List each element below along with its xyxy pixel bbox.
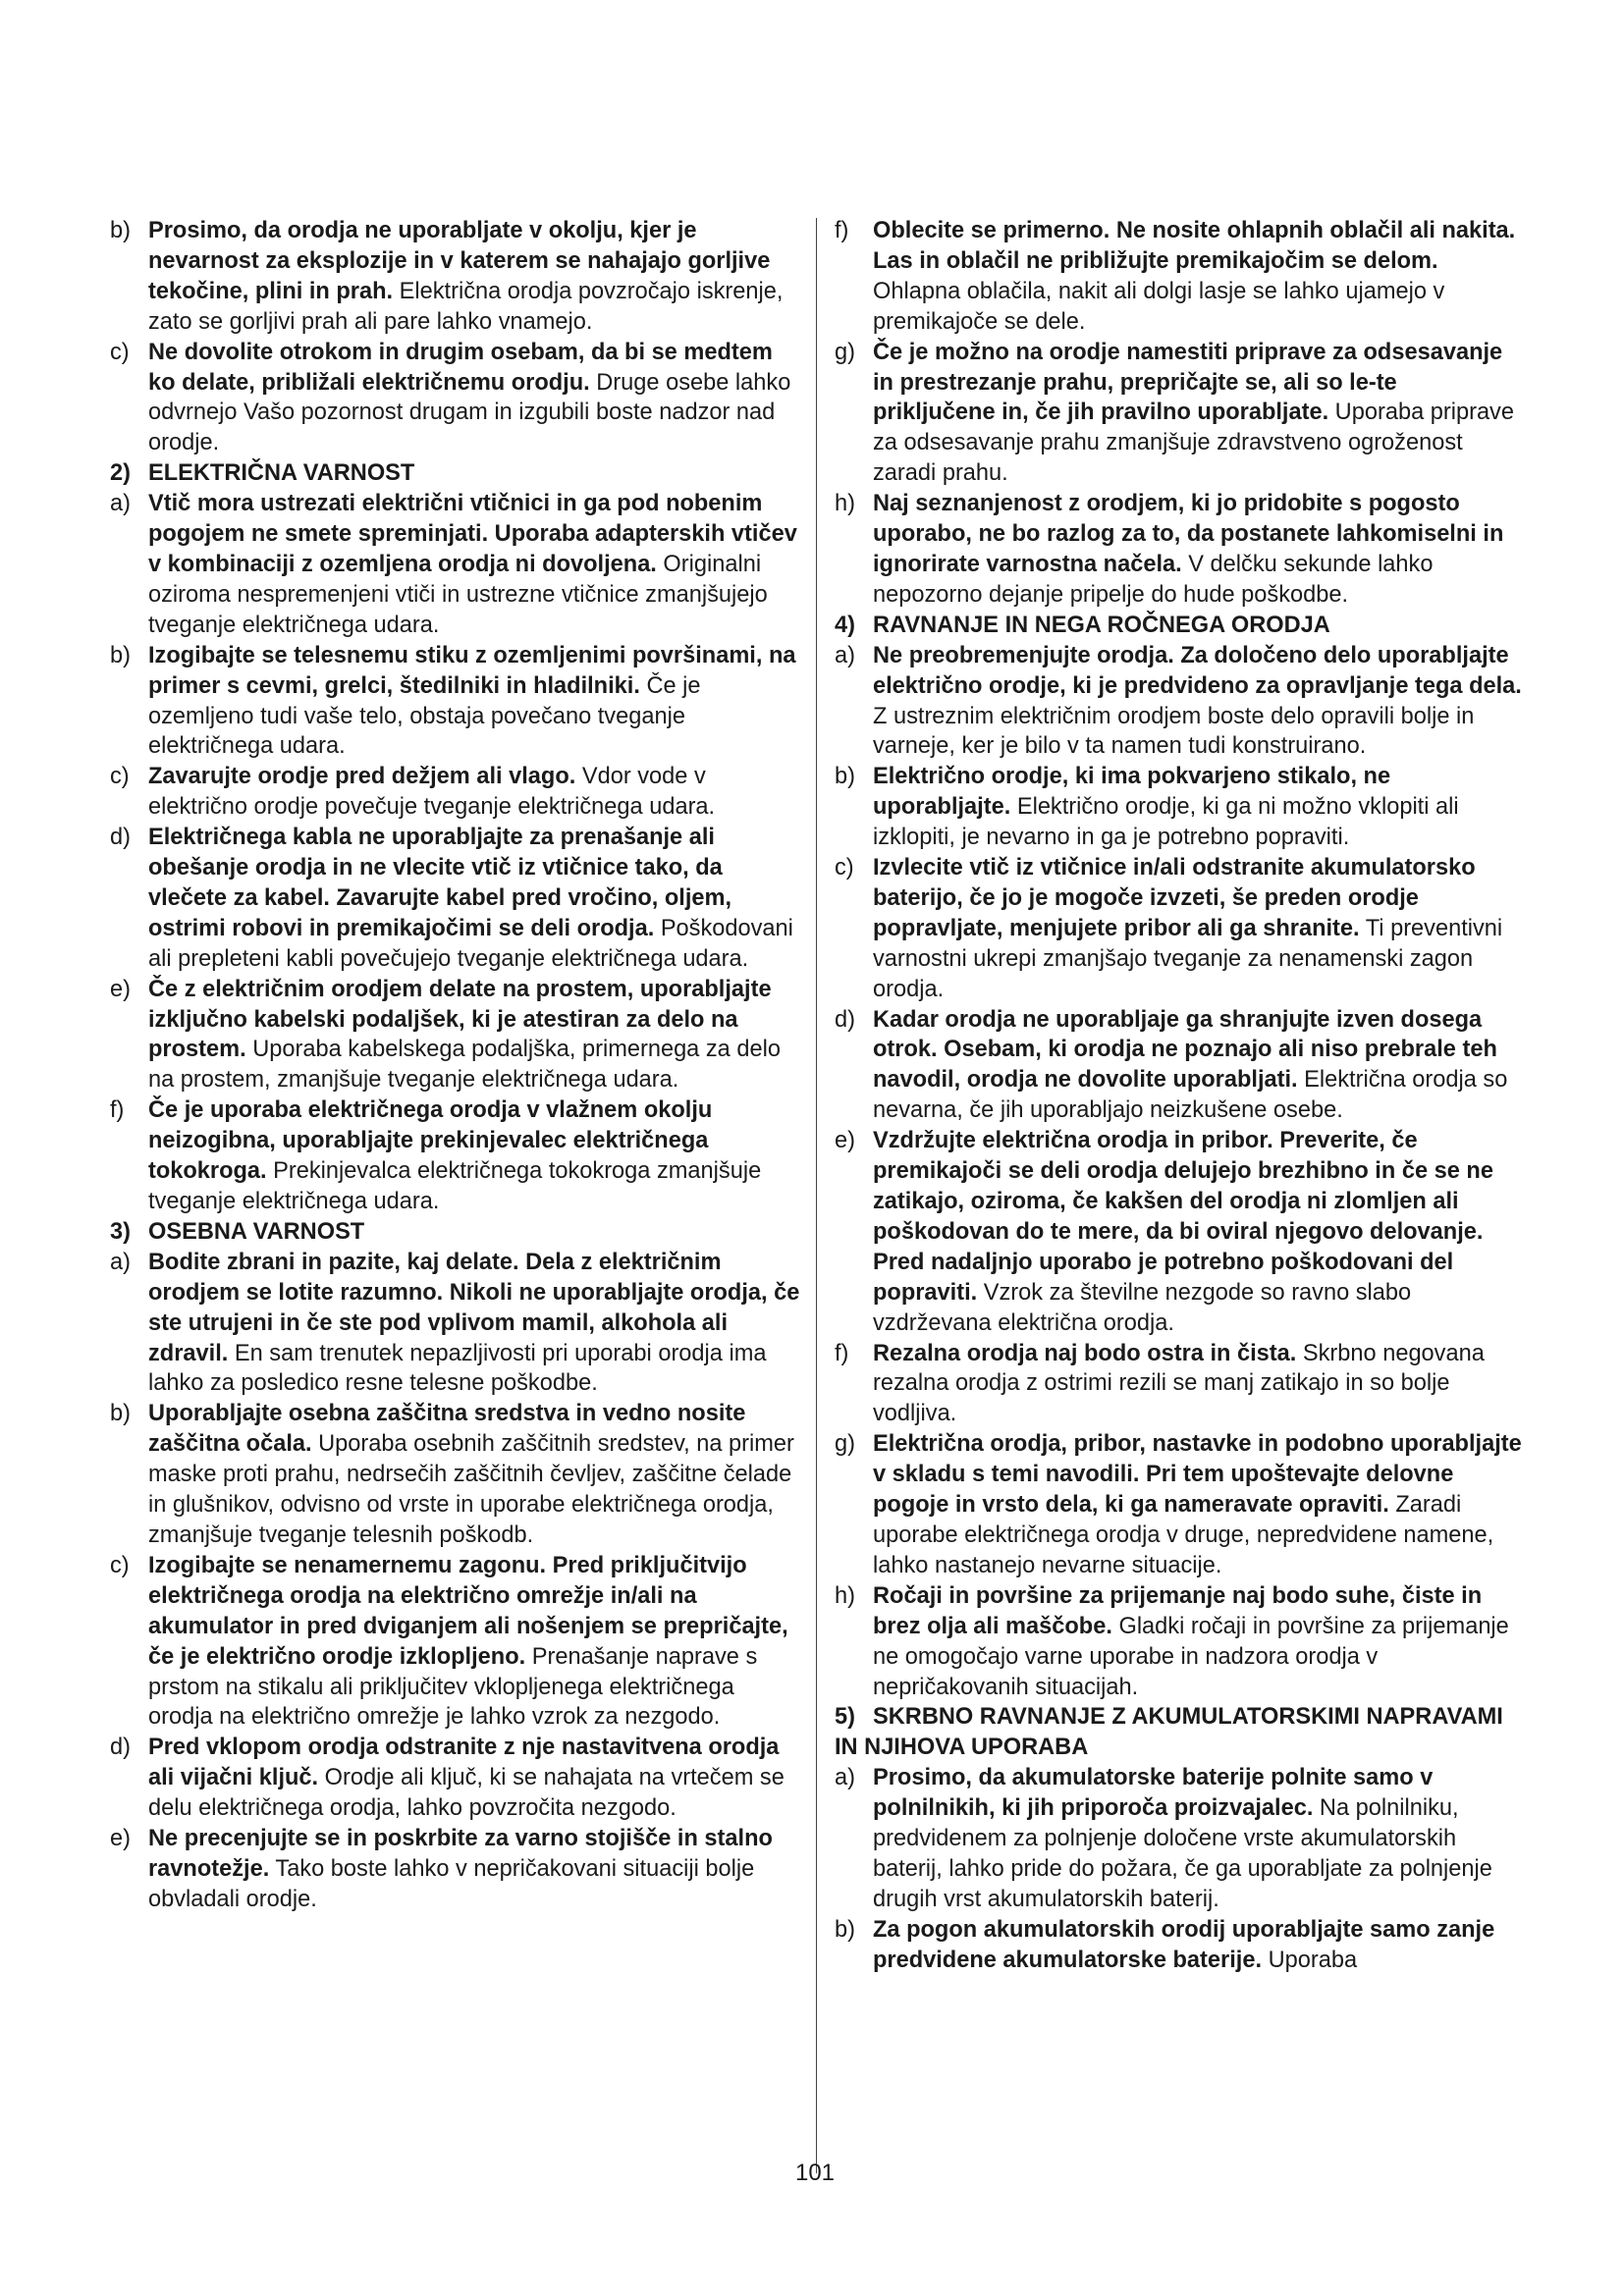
list-item xyxy=(835,489,1522,611)
item-label: c) xyxy=(835,855,854,881)
item-emphasis: Prosimo, da akumulatorske baterije polnite samo v polnilnikih, ki jih priporoča proizvajalec. xyxy=(873,1765,1434,1822)
item-emphasis: Če z električnim orodjem delate na prostem, uporabljajte izključno kabelski podaljšek, ki je atestiran za delo na prostem. xyxy=(148,976,772,1063)
item-text: Uporaba kabelskega podaljška, primernega za delo na prostem, zmanjšuje tveganje električnega udara. xyxy=(148,1037,781,1094)
section-title: OSEBNA VARNOST xyxy=(148,1218,365,1245)
item-emphasis: Če je možno na orodje namestiti priprave za odsesavanje in prestrezanje prahu, prepričajte se, ali so le-te priključene in, če jih pravilno uporabljate. xyxy=(873,339,1503,426)
item-text: Orodje ali ključ, ki se nahajata na vrtečem se delu električnega orodja, lahko povzročita nezgodo. xyxy=(148,1765,785,1822)
item-label: b) xyxy=(835,764,855,790)
item-label: a) xyxy=(110,491,131,517)
item-text: Tako boste lahko v nepričakovani situaciji bolje obvladali orodje. xyxy=(148,1855,755,1912)
item-text: Zaradi uporabe električnega orodja v druge, nepredvidene namene, lahko nastanejo nevarne situacije. xyxy=(873,1492,1494,1578)
item-text: Ti preventivni varnostni ukrepi zmanjšajo tveganje za nenamenski zagon orodja. xyxy=(873,915,1503,1002)
item-emphasis: Bodite zbrani in pazite, kaj delate. Dela z električnim orodjem se lotite razumno. Nikoli ne uporabljajte orodja, če ste utrujeni in če ste pod vplivom mamil, alkohola ali zdravil. xyxy=(148,1249,800,1366)
item-emphasis: Električno orodje, ki ima pokvarjeno stikalo, ne uporabljajte. xyxy=(873,764,1391,821)
item-emphasis: Izvlecite vtič iz vtičnice in/ali odstranite akumulatorsko baterijo, če jo je mogoče izvzeti, še preden orodje popravljate, menjujete pribor ali ga shranite. xyxy=(873,855,1476,941)
list-item xyxy=(110,1551,802,1733)
list-item xyxy=(110,1399,802,1551)
item-text: Gladki ročaji in površine za prijemanje ne omogočajo varne uporabe in nadzora orodja v nepričakovanih situacijah. xyxy=(873,1613,1509,1700)
item-text: Prekinjevalca električnega tokokroga zmanjšuje tveganje električnega udara. xyxy=(148,1158,762,1214)
item-label: b) xyxy=(835,1916,855,1943)
list-item xyxy=(835,1915,1522,1976)
item-emphasis: Izogibajte se telesnemu stiku z ozemljenimi površinami, na primer s cevmi, grelci, štedilniki in hladilniki. xyxy=(148,642,796,699)
section-number: 5) xyxy=(835,1704,855,1731)
item-label: h) xyxy=(835,1582,855,1609)
item-label: a) xyxy=(110,1249,131,1275)
list-item xyxy=(110,1733,802,1824)
list-item xyxy=(835,1429,1522,1581)
item-label: c) xyxy=(110,764,130,790)
list-item xyxy=(110,1824,802,1915)
item-text: Uporaba priprave za odsesavanje prahu zmanjšuje zdravstveno ogroženost zaradi prahu. xyxy=(873,400,1514,487)
list-item xyxy=(835,1581,1522,1703)
item-label: a) xyxy=(835,1765,855,1791)
list-item xyxy=(835,1339,1522,1430)
section-heading xyxy=(110,458,802,489)
list-item xyxy=(835,853,1522,1005)
item-text: Prenašanje naprave s prstom na stikalu ali priključitev vklopljenega električnega orodja na električno omrežje je lahko vzrok za nezgodo. xyxy=(148,1643,758,1731)
list-item xyxy=(110,1095,802,1217)
item-text: Poškodovani ali prepleteni kabli povečujejo tveganje električnega udara. xyxy=(148,915,793,972)
item-label: b) xyxy=(110,218,131,243)
list-item xyxy=(110,216,802,338)
item-emphasis: Oblecite se primerno. Ne nosite ohlapnih oblačil ali nakita. Las in oblačil ne približujte premikajočim se delom. xyxy=(873,218,1516,274)
section-title: SKRBNO RAVNANJE Z AKUMULATORSKIMI NAPRAVAMI IN NJIHOVA UPORABA xyxy=(835,1704,1503,1761)
item-text: Originalni oziroma nespremenjeni vtiči in ustrezne vtičnice zmanjšujejo tveganje električnega udara. xyxy=(148,551,768,638)
item-label: c) xyxy=(110,1552,130,1578)
item-text: Vdor vode v električno orodje povečuje tveganje električnega udara. xyxy=(148,764,716,821)
item-label: h) xyxy=(835,491,855,517)
item-label: b) xyxy=(110,642,131,668)
item-label: a) xyxy=(835,642,855,668)
item-label: d) xyxy=(110,1735,131,1761)
section-number: 3) xyxy=(110,1218,131,1245)
item-emphasis: Ročaji in površine za prijemanje naj bodo suhe, čiste in brez olja ali maščobe. xyxy=(873,1582,1483,1639)
item-emphasis: Za pogon akumulatorskih orodij uporabljajte samo zanje predvidene akumulatorske baterije. xyxy=(873,1916,1495,1973)
section-heading xyxy=(110,1217,802,1248)
list-item xyxy=(835,338,1522,490)
item-text: Električna orodja so nevarna, če jih uporabljajo neizkušene osebe. xyxy=(873,1067,1508,1124)
item-label: c) xyxy=(110,339,130,365)
item-emphasis: Ne preobremenjujte orodja. Za določeno delo uporabljajte električno orodje, ki je predvideno za opravljanje tega dela. xyxy=(873,642,1522,699)
list-item xyxy=(835,762,1522,853)
item-text: Uporaba osebnih zaščitnih sredstev, na primer maske proti prahu, nedrsečih zaščitnih čevljev, zaščitne čelade in glušnikov, odvisno od vrste in uporabe električnega orodja, zmanjšuje tveganje telesnih poškodb. xyxy=(148,1431,794,1548)
section-number: 2) xyxy=(110,460,131,487)
item-text: Na polnilniku, predvidenem za polnjenje določene vrste akumulatorskih baterij, lahko pride do požara, če ga uporabljate za polnjenje drugih vrst akumulatorskih baterij. xyxy=(873,1795,1492,1912)
section-heading xyxy=(835,611,1522,641)
list-item xyxy=(835,1005,1522,1127)
page-number: 101 xyxy=(794,2160,836,2186)
item-label: f) xyxy=(835,1340,849,1366)
section-number: 4) xyxy=(835,612,855,638)
item-label: e) xyxy=(835,1128,855,1154)
item-text: En sam trenutek nepazljivosti pri uporabi orodja ima lahko za posledico resne telesne poškodbe. xyxy=(148,1340,767,1397)
item-emphasis: Če je uporaba električnega orodja v vlažnem okolju neizogibna, uporabljajte prekinjevalec električnega tokokroga. xyxy=(148,1097,713,1185)
item-text: Skrbno negovana rezalna orodja z ostrimi rezili se manj zatikajo in so bolje vodljiva. xyxy=(873,1340,1485,1427)
item-emphasis: Prosimo, da orodja ne uporabljate v okolju, kjer je nevarnost za eksplozije in v katerem se nahajajo gorljive tekočine, plini in prah. xyxy=(148,218,771,304)
item-label: g) xyxy=(835,339,855,365)
list-item xyxy=(110,641,802,763)
item-label: g) xyxy=(835,1431,855,1458)
item-emphasis: Ne precenjujte se in poskrbite za varno stojišče in stalno ravnotežje. xyxy=(148,1826,773,1882)
item-text: V delčku sekunde lahko nepozorno dejanje pripelje do hude poškodbe. xyxy=(873,551,1434,608)
item-emphasis: Kadar orodja ne uporabljaje ga shranjujte izven dosega otrok. Osebam, ki orodja ne poznajo ali niso prebrale teh navodil, orodja ne dovolite uporabljati. xyxy=(873,1006,1497,1094)
section-title: RAVNANJE IN NEGA ROČNEGA ORODJA xyxy=(873,612,1330,638)
item-text: Električna orodja povzročajo iskrenje, zato se gorljivi prah ali pare lahko vnamejo. xyxy=(148,278,784,335)
item-label: f) xyxy=(110,1097,125,1124)
item-text: Druge osebe lahko odvrnejo Vašo pozornost drugam in izgubili boste nadzor nad orodje. xyxy=(148,369,791,456)
list-item xyxy=(835,216,1522,338)
item-emphasis: Ne dovolite otrokom in drugim osebam, da bi se medtem ko delate, približali električnemu orodju. xyxy=(148,339,773,396)
item-text: Uporaba xyxy=(1262,1947,1358,1973)
section-title: ELEKTRIČNA VARNOST xyxy=(148,460,415,487)
list-item xyxy=(835,1126,1522,1338)
item-emphasis: Vzdržujte električna orodja in pribor. Preverite, če premikajoči se deli orodja delujejo brezhibno in če se ne zatikajo, oziroma, če kakšen del orodja ni zlomljen ali poškodovan do te mere, da bi oviral njegovo delovanje. Pred nadaljnjo uporabo je potrebno poškodovani del popraviti. xyxy=(873,1128,1493,1306)
column-divider xyxy=(816,218,817,2173)
item-emphasis: Pred vklopom orodja odstranite z nje nastavitvena orodja ali vijačni ključ. xyxy=(148,1735,780,1791)
list-item xyxy=(835,1763,1522,1915)
item-label: e) xyxy=(110,1826,131,1852)
item-label: e) xyxy=(110,976,131,1002)
item-text: Z ustreznim električnim orodjem boste delo opravili bolje in varneje, ker je bilo v ta namen tudi konstruirano. xyxy=(873,703,1475,760)
item-text: Vzrok za številne nezgode so ravno slabo vzdrževana električna orodja. xyxy=(873,1279,1412,1336)
list-item xyxy=(110,338,802,459)
section-heading xyxy=(835,1702,1522,1763)
item-emphasis: Izogibajte se nenamernemu zagonu. Pred priključitvijo električnega orodja na električno omrežje in/ali na akumulator in pred dviganjem ali nošenjem se prepričajte, če je električno orodje izklopljeno. xyxy=(148,1552,788,1670)
item-emphasis: Zavarujte orodje pred dežjem ali vlago. xyxy=(148,764,576,790)
item-label: d) xyxy=(835,1006,855,1033)
list-item xyxy=(110,823,802,975)
item-emphasis: Naj seznanjenost z orodjem, ki jo pridobite s pogosto uporabo, ne bo razlog za to, da postanete lahkomiselni in ignorirate varnostna načela. xyxy=(873,491,1504,577)
item-label: b) xyxy=(110,1401,131,1427)
item-text: Če je ozemljeno tudi vaše telo, obstaja povečano tveganje električnega udara. xyxy=(148,672,701,760)
left-column xyxy=(110,216,802,1915)
item-emphasis: Vtič mora ustrezati električni vtičnici in ga pod nobenim pogojem ne smete spreminjati. Uporaba adapterskih vtičev v kombinaciji z ozemljena orodja ni dovoljena. xyxy=(148,491,797,577)
item-emphasis: Uporabljajte osebna zaščitna sredstva in vedno nosite zaščitna očala. xyxy=(148,1401,746,1458)
item-label: d) xyxy=(110,825,131,851)
item-text: Električno orodje, ki ga ni možno vklopiti ali izklopiti, je nevarno in ga je potrebno popraviti. xyxy=(873,794,1459,851)
right-column xyxy=(835,216,1522,1976)
list-item xyxy=(110,1248,802,1400)
item-label: f) xyxy=(835,218,849,243)
list-item xyxy=(110,975,802,1096)
list-item xyxy=(835,641,1522,763)
item-text: Ohlapna oblačila, nakit ali dolgi lasje se lahko ujamejo v premikajoče se dele. xyxy=(873,278,1445,335)
list-item xyxy=(110,489,802,641)
item-emphasis: Električna orodja, pribor, nastavke in podobno uporabljajte v skladu s temi navodili. Pri tem upoštevajte delovne pogoje in vrsto dela, ki ga nameravate opraviti. xyxy=(873,1431,1522,1519)
list-item xyxy=(110,762,802,823)
item-emphasis: Električnega kabla ne uporabljajte za prenašanje ali obešanje orodja in ne vlecite vtič iz vtičnice tako, da vlečete za kabel. Zavarujte kabel pred vročino, oljem, ostrimi robovi in premikajočimi se deli orodja. xyxy=(148,825,732,941)
item-emphasis: Rezalna orodja naj bodo ostra in čista. xyxy=(873,1340,1297,1366)
